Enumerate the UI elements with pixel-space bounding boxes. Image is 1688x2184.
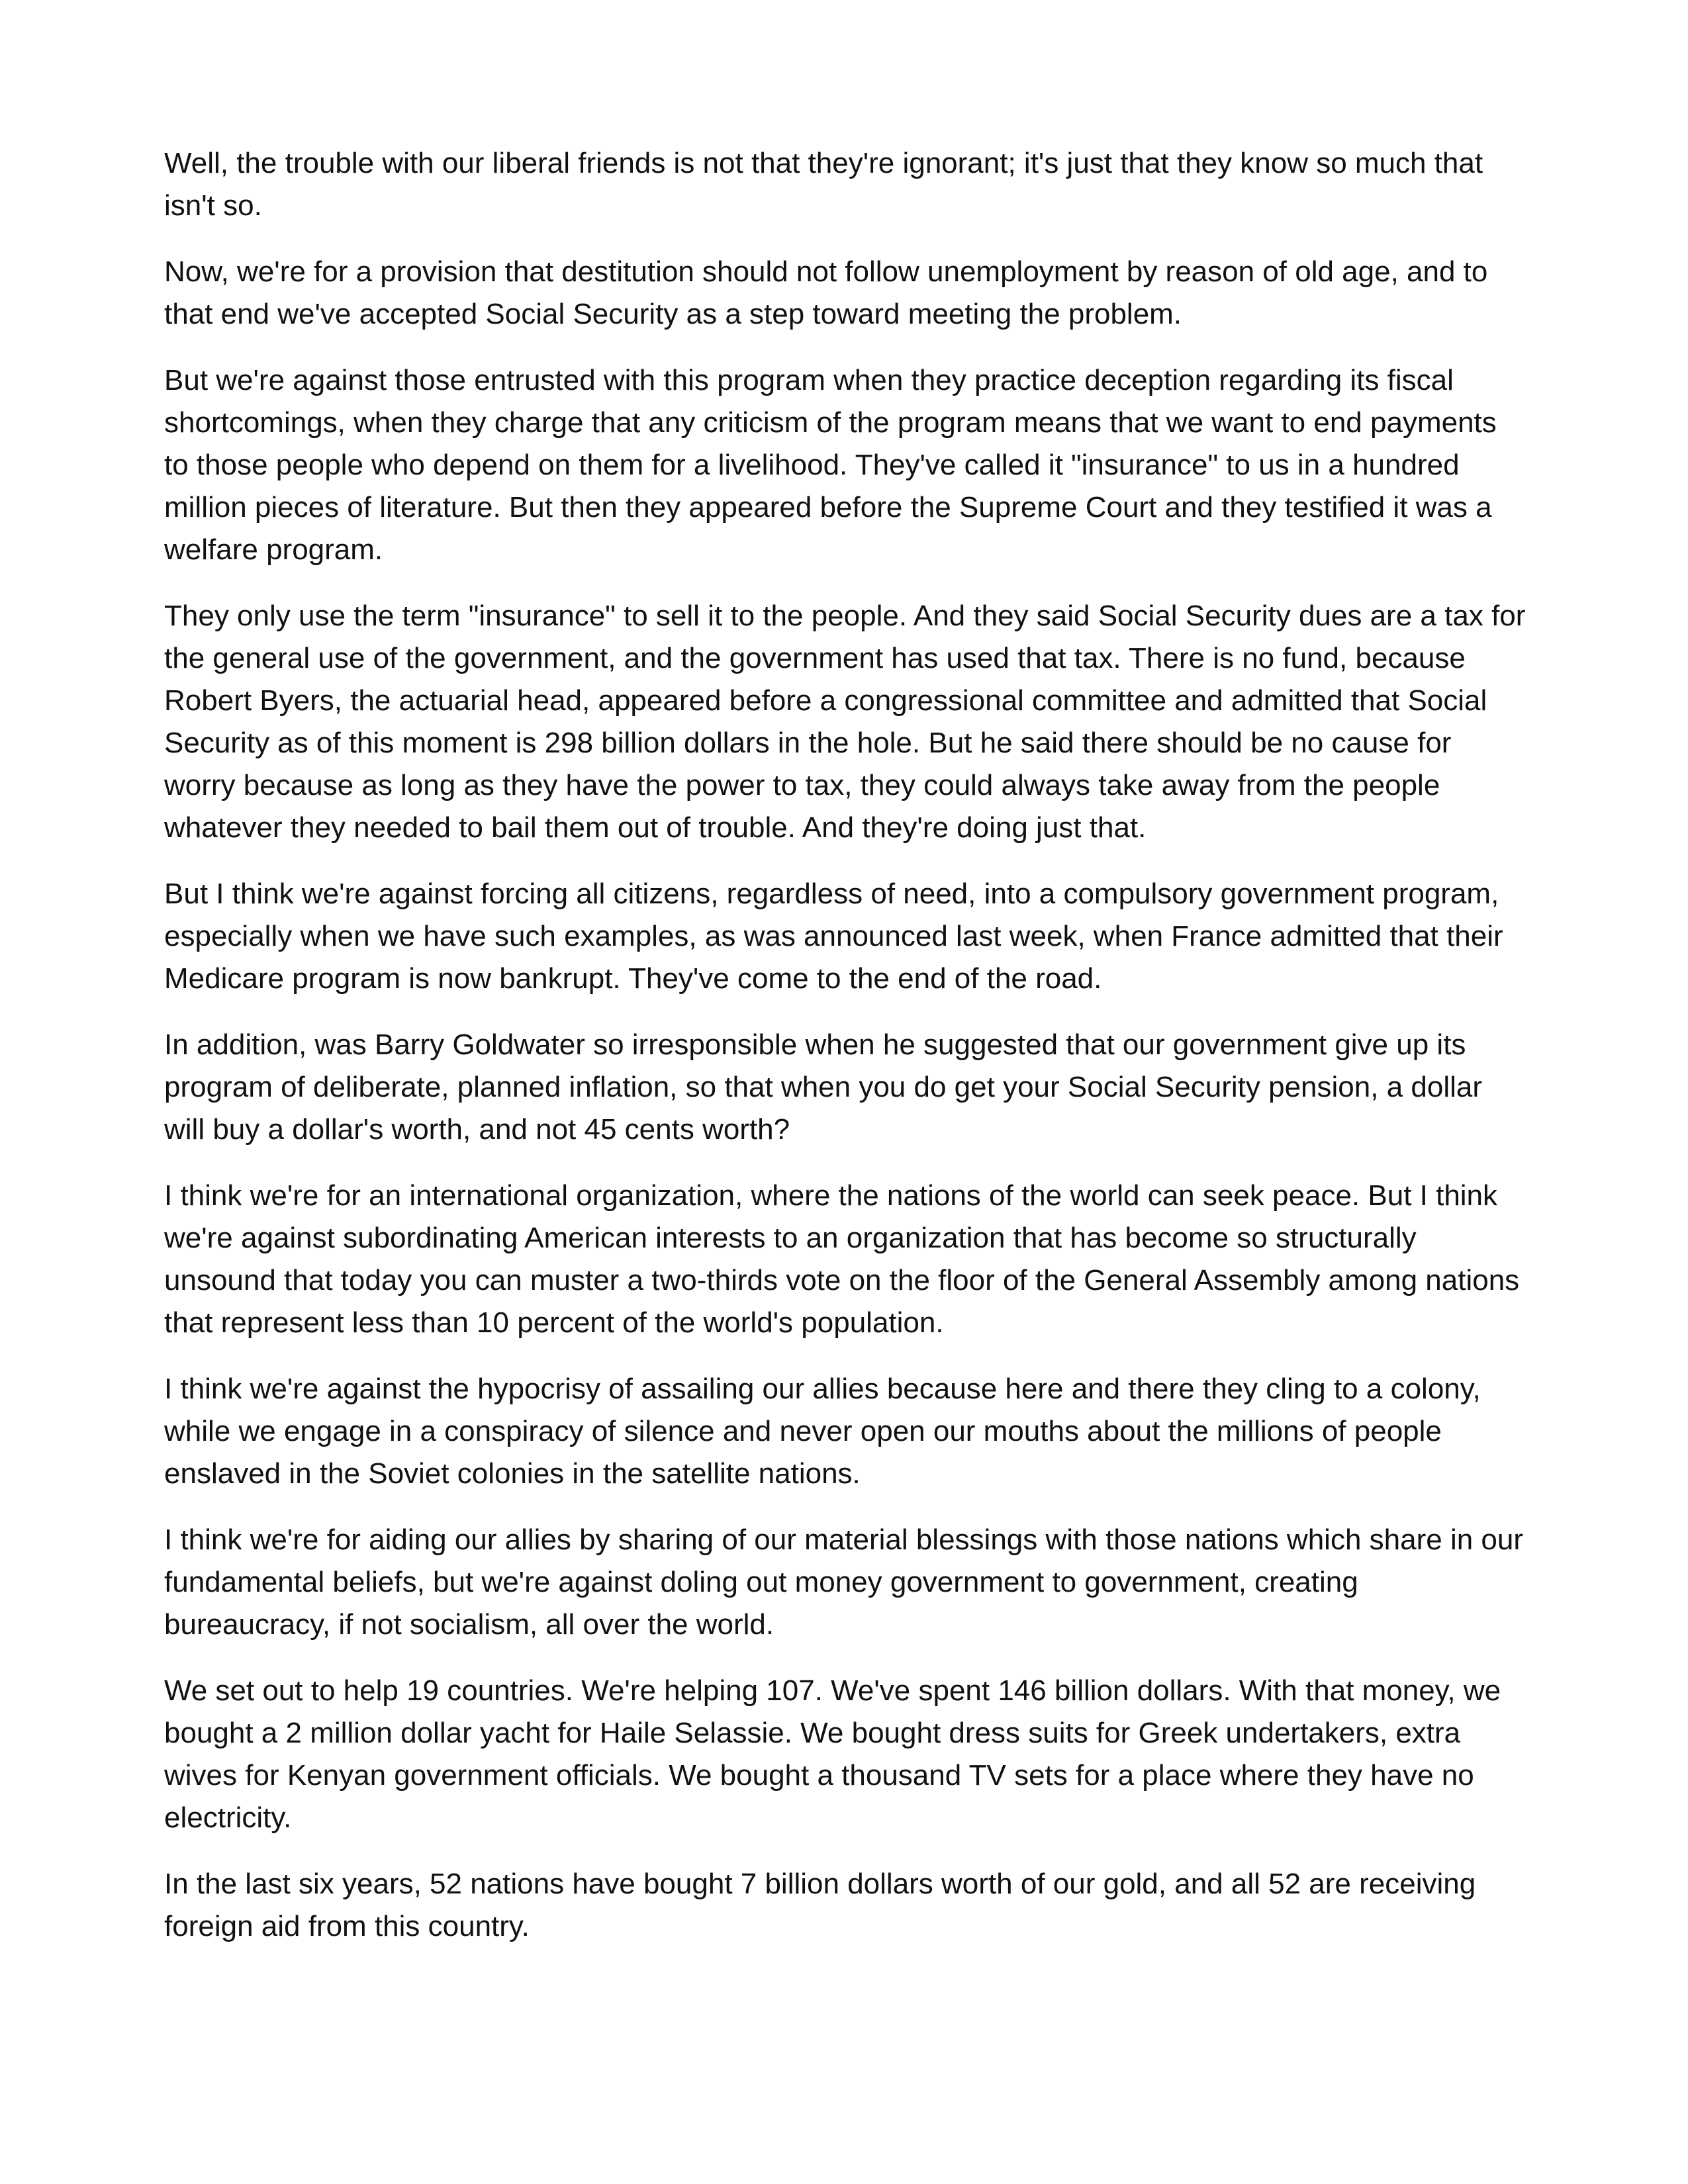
paragraph-2: Now, we're for a provision that destitution should not follow unemployment by reason of old age, and to that end we've accepted Social Security as a step toward meeting the problem. [164, 255, 1488, 330]
paragraph-10: We set out to help 19 countries. We're helping 107. We've spent 146 billion dollars. With that money, we bought a 2 million dollar yacht for Haile Selassie. We bought dress suits for Greek undertakers, extra wives for Kenyan government officials. We bought a thousand TV sets for a place where they have no electricity. [164, 1674, 1501, 1834]
paragraph-9: I think we're for aiding our allies by sharing of our material blessings with those nations which share in our fundamental beliefs, but we're against doling out money government to government, creating bureaucracy, if not socialism, all over the world. [164, 1524, 1524, 1641]
document-page [164, 142, 1528, 1972]
paragraph-4: They only use the term "insurance" to sell it to the people. And they said Social Security dues are a tax for the general use of the government, and the government has used that tax. There is no fund, because Robert Byers, the actuarial head, appeared before a congressional committee and admitted that Social Security as of this moment is 298 billion dollars in the hole. But he said there should be no cause for worry because as long as they have the power to tax, they could always take away from the people whatever they needed to bail them out of trouble. And they're doing just that. [164, 600, 1526, 844]
paragraph-3: But we're against those entrusted with this program when they practice deception regarding its fiscal shortcomings, when they charge that any criticism of the program means that we want to end payments to those people who depend on them for a livelihood. They've called it "insurance" to us in a hundred million pieces of literature. But then they appeared before the Supreme Court and they testified it was a welfare program. [164, 364, 1497, 566]
paragraph-7: I think we're for an international organization, where the nations of the world can seek peace. But I think we're against subordinating American interests to an organization that has become so structurally unsound that today you can muster a two-thirds vote on the floor of the General Assembly among nations that represent less than 10 percent of the world's population. [164, 1179, 1520, 1339]
paragraph-1: Well, the trouble with our liberal friends is not that they're ignorant; it's just that they know so much that isn't so. [164, 147, 1483, 222]
paragraph-11: In the last six years, 52 nations have bought 7 billion dollars worth of our gold, and all 52 are receiving foreign aid from this country. [164, 1868, 1476, 1942]
paragraph-6: In addition, was Barry Goldwater so irresponsible when he suggested that our government give up its program of deliberate, planned inflation, so that when you do get your Social Security pension, a dollar will buy a dollar's worth, and not 45 cents worth? [164, 1028, 1482, 1146]
paragraph-8: I think we're against the hypocrisy of assailing our allies because here and there they cling to a colony, while we engage in a conspiracy of silence and never open our mouths about the millions of people enslaved in the Soviet colonies in the satellite nations. [164, 1373, 1481, 1490]
paragraph-5: But I think we're against forcing all citizens, regardless of need, into a compulsory government program, especially when we have such examples, as was announced last week, when France admitted that their Medicare program is now bankrupt. They've come to the end of the road. [164, 878, 1503, 995]
